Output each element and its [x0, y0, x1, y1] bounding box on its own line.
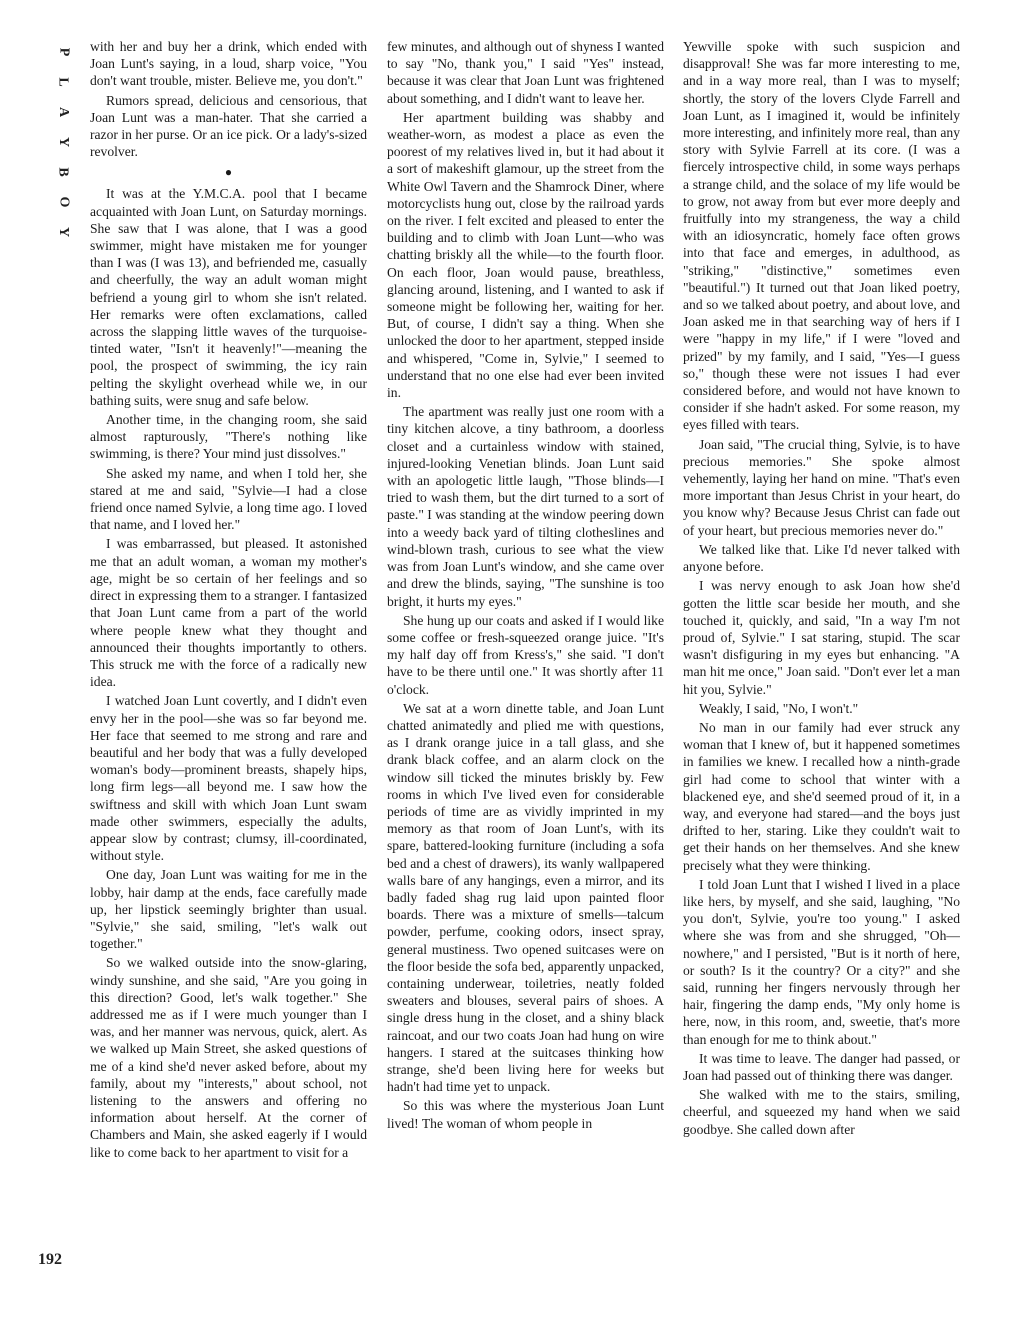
paragraph: Yewville spoke with such suspicion and disapproval! She was far more interesting to me, and in a way more real, than I was to myself; shortly, the story of the lovers Clyde Farrell and Joan Lunt, as I imagined it, would be infinitely more interesting, and infinitely more real, than any story with Sylvie Farrell at its core. (I was a fiercely introspective child, in some ways perhaps a strange child, and the solace of my life would be to grow, not away from but ever more deeply and fruitfully into my strangeness, the way a child with an idiosyncratic, homely face often grows into that face and emerges, in adulthood, as "striking," "distinctive," sometimes even "beautiful.") It turned out that Joan liked poetry, and so we talked about poetry, and about love, and Joan asked me in that searching way of hers if I were "happy in my life," if I were "loved and prized" by my family, and I said, "Yes—I guess so," though these were not issues I had ever considered before, and would not have known to consider if she hadn't asked. For some reason, my eyes filled with tears.	[683, 39, 960, 433]
masthead-letter: P	[56, 47, 71, 57]
paragraph: We talked like that. Like I'd never talked with anyone before.	[683, 541, 960, 575]
paragraph: It was at the Y.M.C.A. pool that I became acquainted with Joan Lunt, on Saturday mornings. She saw that I was alone, that I was a good swimmer, might have mistaken me for younger than I was (I was 13), and befriended me, casually and cheerfully, the way an adult woman might befriend a young girl to whom she isn't related. Her remarks were often exclamations, called across the slapping little waves of the turquoise-tinted water, "Isn't it heavenly!"—meaning the pool, the prospect of swimming, the icy rain pelting the skylight overhead while we, in our bathing suits, were snug and safe below.	[90, 186, 367, 408]
paragraph: Joan said, "The crucial thing, Sylvie, is to have precious memories." She spoke almost vehemently, laying her hand on mine. "That's even more important than Jesus Christ in your heart, do you know why? Because Jesus Christ can fade out of your heart, but precious memories never do."	[683, 436, 960, 538]
paragraph: I watched Joan Lunt covertly, and I didn't even envy her in the pool—she was so far beyond me. Her face that seemed to me strong and rare and beautiful and her body that was a fully developed woman's body—prominent breasts, shapely hips, long firm legs—all beyond me. I saw how the swiftness and skill with which Joan Lunt swam made other swimmers, especially the adults, appear slow by contrast; clumsy, ill-coordinated, without style.	[90, 693, 367, 864]
masthead-letter: L	[56, 77, 71, 87]
text-column-3	[683, 38, 960, 1283]
paragraph: The apartment was really just one room with a tiny kitchen alcove, a tiny bathroom, a doorless closet and a curtainless window with stained, injured-looking Venetian blinds. Joan Lunt said with an apologetic little laugh, "Those blinds—I tried to wash them, but the dirt turned to a sort of paste." I was standing at the window peering down into a weedy back yard of tilting clotheslines and wind-blown trash, curious to see what the view was from Joan Lunt's window, and she came over and drew the blinds, saying, "The sunshine is too bright, it hurts my eyes."	[387, 404, 664, 609]
paragraph: Rumors spread, delicious and censorious, that Joan Lunt was a man-hater. That she carried a razor in her purse. Or an ice pick. Or a lady's-sized revolver.	[90, 92, 367, 160]
paragraph: So this was where the mysterious Joan Lunt lived! The woman of whom people in	[387, 1098, 664, 1131]
masthead-letter: A	[56, 106, 71, 118]
paragraph: One day, Joan Lunt was waiting for me in the lobby, hair damp at the ends, face carefully made up, her lipstick seemingly brighter than usual. "Sylvie," she said, smiling, "let's walk out together."	[90, 867, 367, 952]
paragraph: So we walked outside into the snow-glaring, windy sunshine, and she said, "Are you going in this direction? Good, let's walk together." She addressed me as if I were much younger than I was, and her manner was nervous, quick, alert. As we walked up Main Street, she asked questions of me of a kind she'd never asked before, about my family, about my "interests," about school, not listening to the answers and offering no information about herself. At the corner of Chambers and Main, she asked eagerly if I would like to come back to her apartment to visit for a	[90, 955, 367, 1160]
paragraph: with her and buy her a drink, which ended with Joan Lunt's saying, in a loud, sharp voice, "You don't want trouble, mister. Believe me, you don't."	[90, 39, 367, 89]
paragraph: Her apartment building was shabby and weather-worn, as modest a place as even the poorest of my relatives lived in, but it had about it a sort of makeshift glamour, up the street from the White Owl Tavern and the Shamrock Diner, where motorcyclists hung out, close by the railroad yards on the river. I felt excited and pleased to enter the building and to climb with Joan Lunt—who was chatting briskly all the while—to the fourth floor. On each floor, Joan would pause, breathless, glancing around, listening, and I wanted to ask if someone might be following her, waiting for her. But, of course, I didn't say a thing. When she unlocked the door to her apartment, stepped inside and whispered, "Come in, Sylvie," I seemed to understand that no one else had ever been invited in.	[387, 109, 664, 401]
paragraph: I was nervy enough to ask Joan how she'd gotten the little scar beside her mouth, and she touched it, quickly, and said, "In a way I'm not proud of, Sylvie." I sat staring, stupid. The scar wasn't disfiguring in my eyes but enhancing. "A man hit me once," Joan said. "Don't ever let a man hit you, Sylvie."	[683, 578, 960, 697]
text-column-1	[90, 38, 367, 1283]
masthead-letter: O	[55, 196, 71, 208]
masthead-letter: B	[56, 167, 71, 177]
section-break-bullet: ●	[224, 165, 233, 180]
paragraph: Weakly, I said, "No, I won't."	[699, 700, 859, 716]
masthead-letter: Y	[56, 226, 71, 238]
paragraph: few minutes, and although out of shyness I wanted to say "No, thank you," I said "Yes" instead, because it was clear that Joan Lunt was frightened about something, and I didn't want to leave her.	[387, 39, 664, 106]
paragraph: I told Joan Lunt that I wished I lived in a place like hers, by myself, and she said, laughing, "No you don't, Sylvie, you're too young." I asked where she was from and she shrugged, "Oh—nowhere," and I persisted, "But is it north of here, or south? Is it the country? Or a city?" and she said, running her fingers nervously through her hair, fingering the damp ends, "My only home is here, now, in this room, and, sweetie, that's more than enough for me to think about."	[683, 876, 960, 1047]
masthead-letter: Y	[56, 136, 71, 148]
paragraph: She hung up our coats and asked if I would like some coffee or fresh-squeezed orange juice. "It's my half day off from Kress's," she said. "I don't have to be there until one." It was shortly after 11 o'clock.	[387, 612, 664, 697]
paragraph: We sat at a worn dinette table, and Joan Lunt chatted animatedly and plied me with questions, as I drank orange juice in a tall glass, and she drank black coffee, and an alarm clock on the window sill ticked the minutes briskly by. Few rooms in which I've lived even for considerable periods of time are as vividly imprinted in my memory as that room of Joan Lunt's, with its spare, battered-looking furniture (including a sofa bed and a chest of drawers), its wanly wallpapered walls bare of any hangings, even a mirror, and its badly faded shag rug laid upon painted floor boards. There was a mixture of smells—talcum powder, perfume, cooking odors, insect spray, general mustiness. Two opened suitcases were on the floor beside the sofa bed, apparently unpacked, containing underwear, toiletries, neatly folded sweaters and blouses, several pairs of shoes. A single dress hung in the closet, and a shiny black raincoat, and our two coats Joan had hung on wire hangers. I stared at the suitcases thinking how strange, she'd been living here for weeks but hadn't had time yet to unpack.	[387, 700, 664, 1095]
paragraph: Another time, in the changing room, she said almost rapturously, "There's nothing like swimming, is there? Your mind just dissolves."	[90, 412, 367, 462]
page-number: 192	[38, 1251, 62, 1268]
text-column-2	[387, 38, 664, 1283]
paragraph: She asked my name, and when I told her, she stared at me and said, "Sylvie—I had a close friend once named Sylvie, a long time ago. I loved that name, and I loved her."	[90, 465, 367, 533]
magazine-name-vertical	[52, 44, 74, 240]
paragraph: It was time to leave. The danger had passed, or Joan had passed out of thinking there was danger.	[683, 1050, 960, 1083]
paragraph: I was embarrassed, but pleased. It astonished me that an adult woman, a woman my mother's age, might be so certain of her feelings and so direct in expressing them to a stranger. I fantasized that Joan Lunt came from a part of the world where people knew what they thought and announced their thoughts importantly to others. This struck me with the force of a radically new idea.	[90, 536, 367, 690]
paragraph: She walked with me to the stairs, smiling, cheerful, and squeezed my hand when we said goodbye. She called down after	[683, 1087, 960, 1137]
paragraph: No man in our family had ever struck any woman that I knew of, but it happened sometimes in families we knew. I recalled how a ninth-grade girl had come to school that winter with a blackened eye, and she'd seemed proud of it, in a way, and everyone had stared—and the boys just drifted to her, staring. Like they couldn't wait to get their hands on her themselves. And she knew precisely what they were thinking.	[683, 719, 960, 873]
